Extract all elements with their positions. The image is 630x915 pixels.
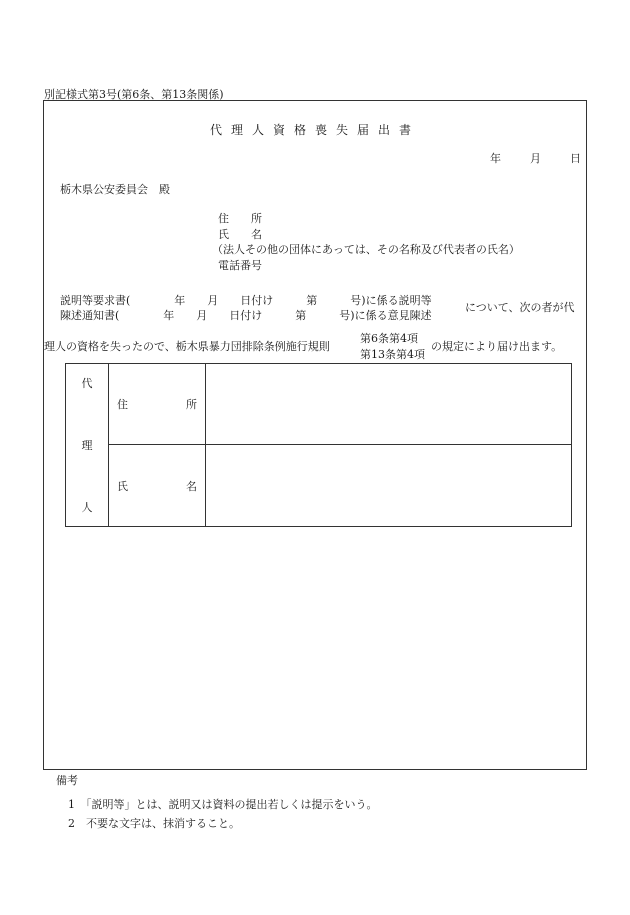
agent-table [65, 363, 572, 527]
agent-group-label [66, 364, 109, 527]
notes-title: 備考 [56, 774, 78, 787]
group-char-2: 理 [81, 439, 93, 452]
agent-name-label [109, 445, 206, 527]
agent-address-field[interactable] [206, 364, 572, 445]
paragraph-closing: の規定により届け出ます。 [431, 340, 563, 353]
label-char: 所 [186, 398, 197, 411]
date-line [490, 150, 581, 166]
request-doc-line: 説明等要求書( 年 月 日付け 第 号)に係る説明等 [60, 294, 432, 307]
recipient: 栃木県公安委員会 殿 [60, 183, 170, 196]
note-item: 2 不要な文字は、抹消すること。 [68, 817, 240, 830]
agent-name-field[interactable] [206, 445, 572, 527]
group-char-3: 人 [81, 501, 93, 514]
note-item: 1 「説明等」とは、説明又は資料の提出若しくは提示をいう。 [68, 798, 378, 811]
name-label: 氏 名 [218, 228, 262, 241]
paragraph-line3: 理人の資格を失ったので、栃木県暴力団排除条例施行規則 [44, 340, 330, 353]
label-char: 氏 [117, 479, 128, 493]
phone-label: 電話番号 [218, 259, 262, 272]
article-ref-1: 第6条第4項 [360, 332, 418, 345]
paragraph-continuation: について、次の者が代 [465, 301, 575, 314]
agent-address-label [109, 364, 206, 445]
label-char: 名 [186, 479, 197, 493]
label-char: 住 [117, 398, 128, 411]
org-note: （法人その他の団体にあっては、その名称及び代表者の氏名） [212, 243, 520, 256]
article-ref-2: 第13条第4項 [360, 348, 425, 361]
group-char-1: 代 [81, 377, 93, 390]
document-title: 代理人資格喪失届出書 [209, 123, 420, 137]
year-label: 年 [490, 152, 501, 165]
address-label: 住 所 [218, 212, 262, 225]
day-label: 日 [570, 152, 581, 165]
notice-doc-line: 陳述通知書( 年 月 日付け 第 号)に係る意見陳述 [60, 309, 432, 322]
form-label: 別記様式第3号(第6条、第13条関係) [44, 88, 224, 101]
month-label: 月 [530, 152, 541, 165]
